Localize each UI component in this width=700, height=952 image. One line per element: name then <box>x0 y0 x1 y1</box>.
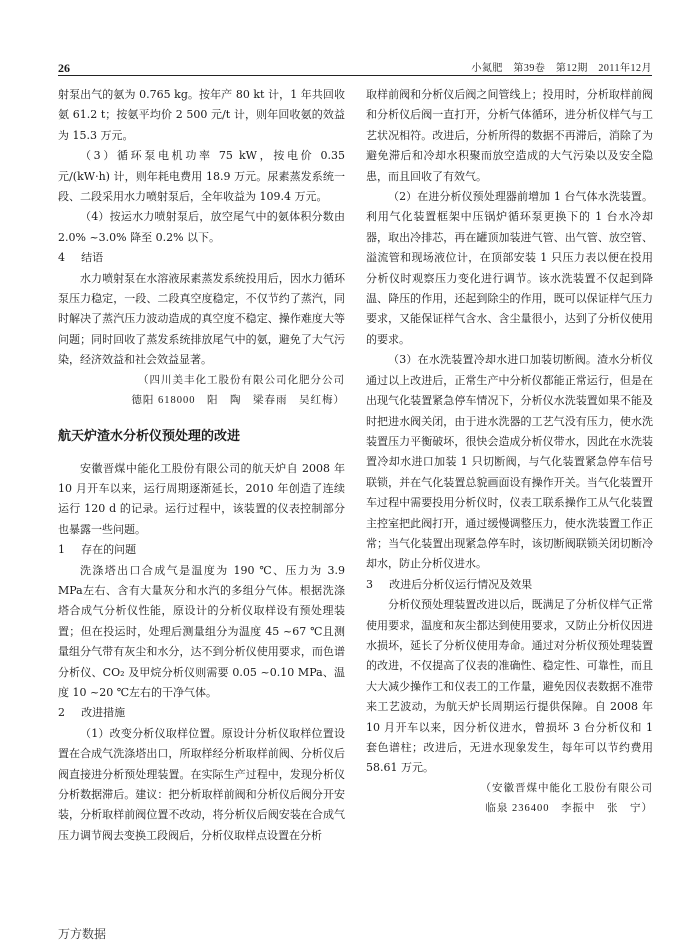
prev-article-affiliation-line-1: （四川美丰化工股份有限公司化肥分公司 <box>138 374 345 386</box>
section-title: 存在的问题 <box>81 543 137 557</box>
article-affiliation-line-2: 临泉 236400 李振中 张 宁） <box>485 803 653 815</box>
section-title: 结语 <box>81 251 104 265</box>
conclusion-paragraph: 水力喷射泵在水溶液尿素蒸发系统投用后，因水力循环泵压力稳定，一段、二段真空度稳定，不仅节约了蒸汽，同时解决了蒸汽压力波动造成的真空度不稳定、操作难度大等问题；同时回收了蒸发系统排放尾气中的氨，避免了大气污染，经济效益和社会效益显著。 <box>58 271 345 367</box>
prev-article-paragraph-3: （4）按运水力喷射泵后，放空尾气中的氨体积分数由 2.0% ~3.0% 降至 0.2% 以下。 <box>58 210 345 244</box>
wanfang-watermark: 万方数据 <box>58 927 107 941</box>
section-title: 改进后分析仪运行情况及效果 <box>389 577 533 591</box>
problems-paragraph: 洗涤塔出口合成气是温度为 190 ℃、压力为 3.9 MPa左右、含有大量灰分和水汽的多组分气体。根据洗涤塔合成气分析仪性能，原设计的分析仪取样设有预处理装置；但在投运时，处理后测量组分为温度 45 ~67 ℃且测量组分气带有灰尘和水分，达不到分析仪使用要求，而色谱分析仪、CO₂ 及甲烷分析仪则需要 0.05 ~0.10 MPa、温度 10 ~20 ℃左右的干净气体。 <box>58 563 345 699</box>
measures-paragraph-3: （3）在水洗装置冷却水进口加装切断阀。渣水分析仪通过以上改进后，正常生产中分析仪都能正常运行，但是在出现气化装置紧急停车情况下，分析仪水洗装置如果不能及时把进水阀关闭，由于进水洗器的工艺气没有压力，使水洗装置压力平衡破坏，很快会造成分析仪带水，因此在水洗装置冷却水进口加装 1 只切断阀，与气化装置紧急停车信号联锁，并在气化装置总貌画面设有操作开关。当气化装置开车过程中需要投用分析仪时，仪表工联系操作工从气化装置主控室把此阀打开，通过缓慢调整压力，使水洗装置工作正常；当气化装置出现紧急停车时，该切断阀联锁关闭切断冷却水，防止分析仪进水。 <box>366 353 653 571</box>
section-heading-results <box>366 575 653 595</box>
page-number: 26 <box>58 61 70 75</box>
article-intro: 安徽晋煤中能化工股份有限公司的航天炉自 2008 年 10 月开车以来，运行周期逐渐延长，2010 年创造了连续运行 120 d 的记录。运行过程中，该装置的仪表控制部分也暴露一些问题。 <box>58 461 345 536</box>
header-rule <box>58 75 652 76</box>
article-affiliation-line-1: （安徽晋煤中能化工股份有限公司 <box>480 782 653 794</box>
running-head: 小氮肥 第39卷 第12期 2011年12月 <box>471 63 652 74</box>
section-number: 1 <box>58 543 65 557</box>
measures-paragraph-1-continued: 取样前阀和分析仪后阀之间管线上；投用时，分析取样前阀和分析仪后阀一直打开，分析气体循环，进分析仪样气与工艺状况相符。改进后，分析所得的数据不再滞后，消除了为避免滞后和冷却水积聚而放空造成的大气污染以及安全隐患，而且回收了有效气。 <box>366 88 653 183</box>
section-number: 4 <box>58 251 65 265</box>
section-heading-measures <box>58 703 345 723</box>
measures-paragraph-1: （1）改变分析仪取样位置。原设计分析仪取样位置设置在合成气洗涤塔出口，所取样经分析取样前阀、分析仪后阀直接进分析预处理装置。在实际生产过程中，发现分析仪分析数据滞后。建议：把分析取样前阀和分析仪后阀分开安装，分析取样前阀位置不改动，将分析仪后阀安装在合成气压力调节阀去变换工段阀后，分析仪取样点设置在分析 <box>58 726 345 842</box>
prev-article-paragraph-1: 射泵出气的氨为 0.765 kg。按年产 80 kt 计，1 年共回收氨 61.2 t；按氨平均价 2 500 元/t 计，则年回收氨的效益为 15.3 万元。 <box>58 88 345 142</box>
measures-paragraph-2: （2）在进分析仪预处理器前增加 1 台气体水洗装置。利用气化装置框架中压锅炉循环泵更换下的 1 台水冷却器，取出冷排芯，再在罐顶加装进气管、出气管、放空管、溢流管和现场液位计，在顶部安装 1 只压力表以便在投用分析仪时观察压力变化进行调节。该水洗装置不仅起到降温、降压的作用，还起到除尘的作用，既可以保证样气压力要求，又能保证样气含水、含尘量很小，达到了分析仪使用的要求。 <box>366 190 653 346</box>
section-number: 3 <box>366 577 373 591</box>
left-column <box>58 85 345 846</box>
section-heading-problems <box>58 540 345 560</box>
right-column <box>366 85 653 820</box>
prev-article-affiliation-line-2: 德阳 618000 阳 陶 梁春雨 吴红梅） <box>131 395 345 407</box>
article-title: 航天炉渣水分析仪预处理的改进 <box>58 428 241 444</box>
section-number: 2 <box>58 706 65 720</box>
results-paragraph: 分析仪预处理装置改进以后，既满足了分析仪样气正常使用要求，温度和灰尘都达到使用要求，又防止分析仪因进水损坏，延长了分析仪使用寿命。通过对分析仪预处理装置的改进，不仅提高了仪表的准确性、稳定性、可靠性，而且大大减少操作工和仪表工的工作量，避免因仪表数据不准带来工艺波动，为航天炉长周期运行提供保障。自 2008 年 10 月开车以来，因分析仪进水，曾损坏 3 台分析仪和 1 套色谱柱；改进后，无进水现象发生，每年可以节约费用 58.61 万元。 <box>366 598 653 775</box>
prev-article-paragraph-2: （3）循环泵电机功率 75 kW，按电价 0.35 元/(kW·h) 计，则年耗电费用 18.9 万元。尿素蒸发系统一段、二段采用水力喷射泵后，全年收益为 109.4 万元。 <box>58 149 345 204</box>
section-title: 改进措施 <box>81 706 126 720</box>
section-heading-conclusion <box>58 248 345 268</box>
